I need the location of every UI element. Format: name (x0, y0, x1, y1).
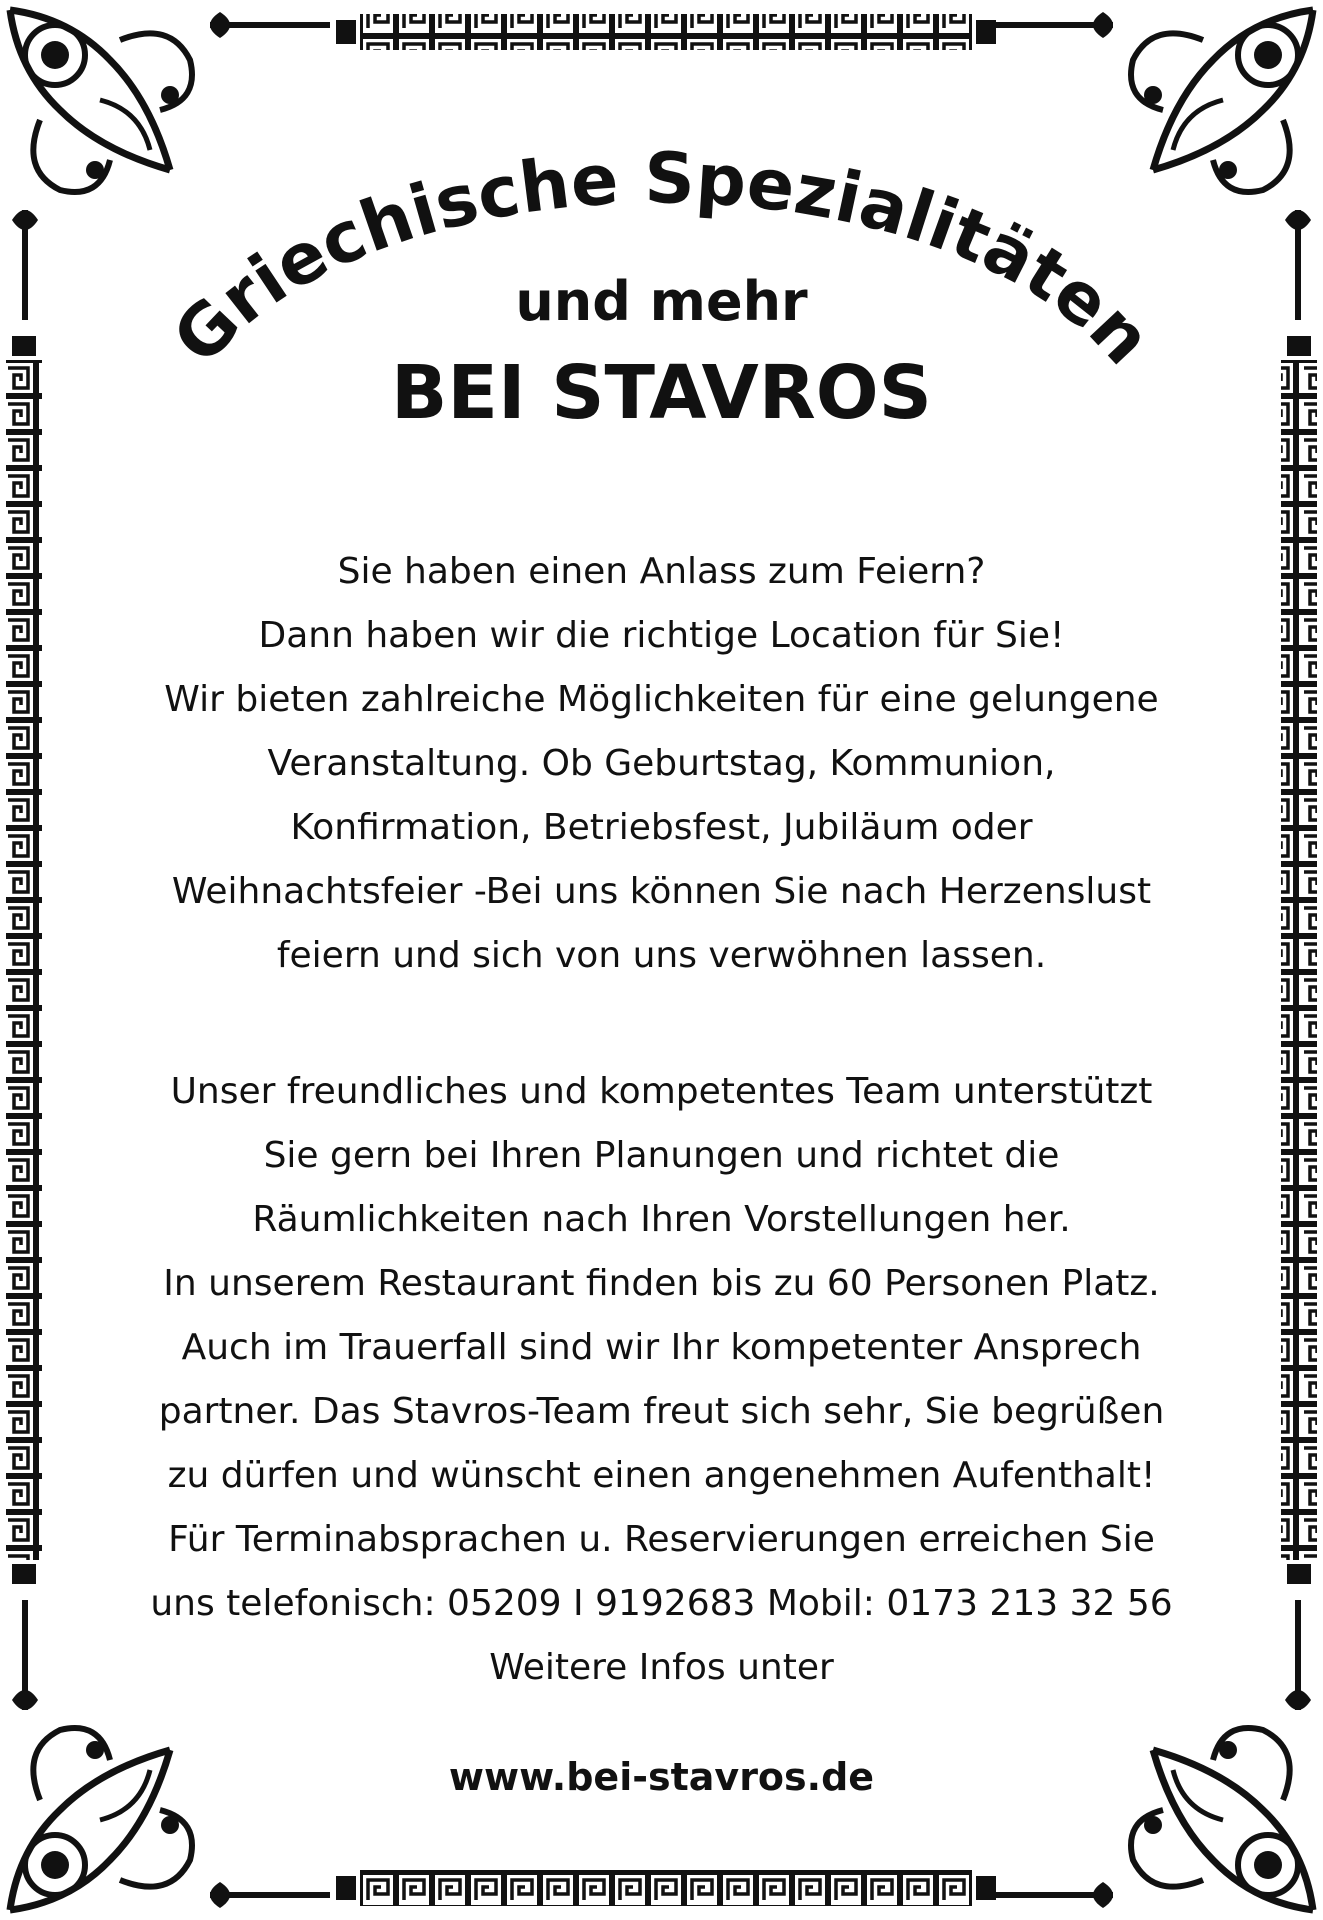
intro-paragraph (130, 540, 1193, 988)
svg-text:Griechische Spezialitäten (157, 137, 1167, 380)
paragraph-line: feiern und sich von uns verwöhnen lassen. (276, 935, 1047, 976)
paragraph-line: In unserem Restaurant finden bis zu 60 Personen Platz. (163, 1263, 1160, 1304)
team-paragraph (130, 1060, 1193, 1700)
paragraph-line: Dann haben wir die richtige Location für Sie! (258, 615, 1065, 656)
subtitle: und mehr (515, 270, 808, 333)
paragraph-line: Wir bieten zahlreiche Möglichkeiten für eine gelungene (164, 679, 1159, 720)
paragraph-line: zu dürfen und wünscht einen angenehmen Aufenthalt! (167, 1455, 1156, 1496)
paragraph-line: Sie gern bei Ihren Planungen und richtet die (263, 1135, 1060, 1176)
paragraph-line: Räumlichkeiten nach Ihren Vorstellungen her. (252, 1199, 1071, 1240)
paragraph-line: Auch im Trauerfall sind wir Ihr kompetenter Ansprech (181, 1327, 1142, 1368)
paragraph-line: Konfirmation, Betriebsfest, Jubiläum oder (290, 807, 1033, 848)
paragraph-line: partner. Das Stavros-Team freut sich sehr, Sie begrüßen (158, 1391, 1165, 1432)
paragraph-line: Weihnachtsfeier -Bei uns können Sie nach Herzenslust (171, 871, 1152, 912)
paragraph-line: uns telefonisch: 05209 I 9192683 Mobil: 0173 213 32 56 (150, 1583, 1173, 1624)
paragraph-line: Weitere Infos unter (489, 1647, 834, 1688)
website-link[interactable]: www.bei-stavros.de (448, 1755, 875, 1799)
paragraph-line: Für Terminabsprachen u. Reservierungen erreichen Sie (168, 1519, 1155, 1560)
restaurant-name: BEI STAVROS (391, 350, 932, 436)
paragraph-line: Veranstaltung. Ob Geburtstag, Kommunion, (267, 743, 1056, 784)
arc-title-text: Griechische Spezialitäten (157, 137, 1168, 381)
paragraph-line: Unser freundliches und kompetentes Team unterstützt (170, 1071, 1153, 1112)
paragraph-line: Sie haben einen Anlass zum Feiern? (337, 551, 986, 592)
